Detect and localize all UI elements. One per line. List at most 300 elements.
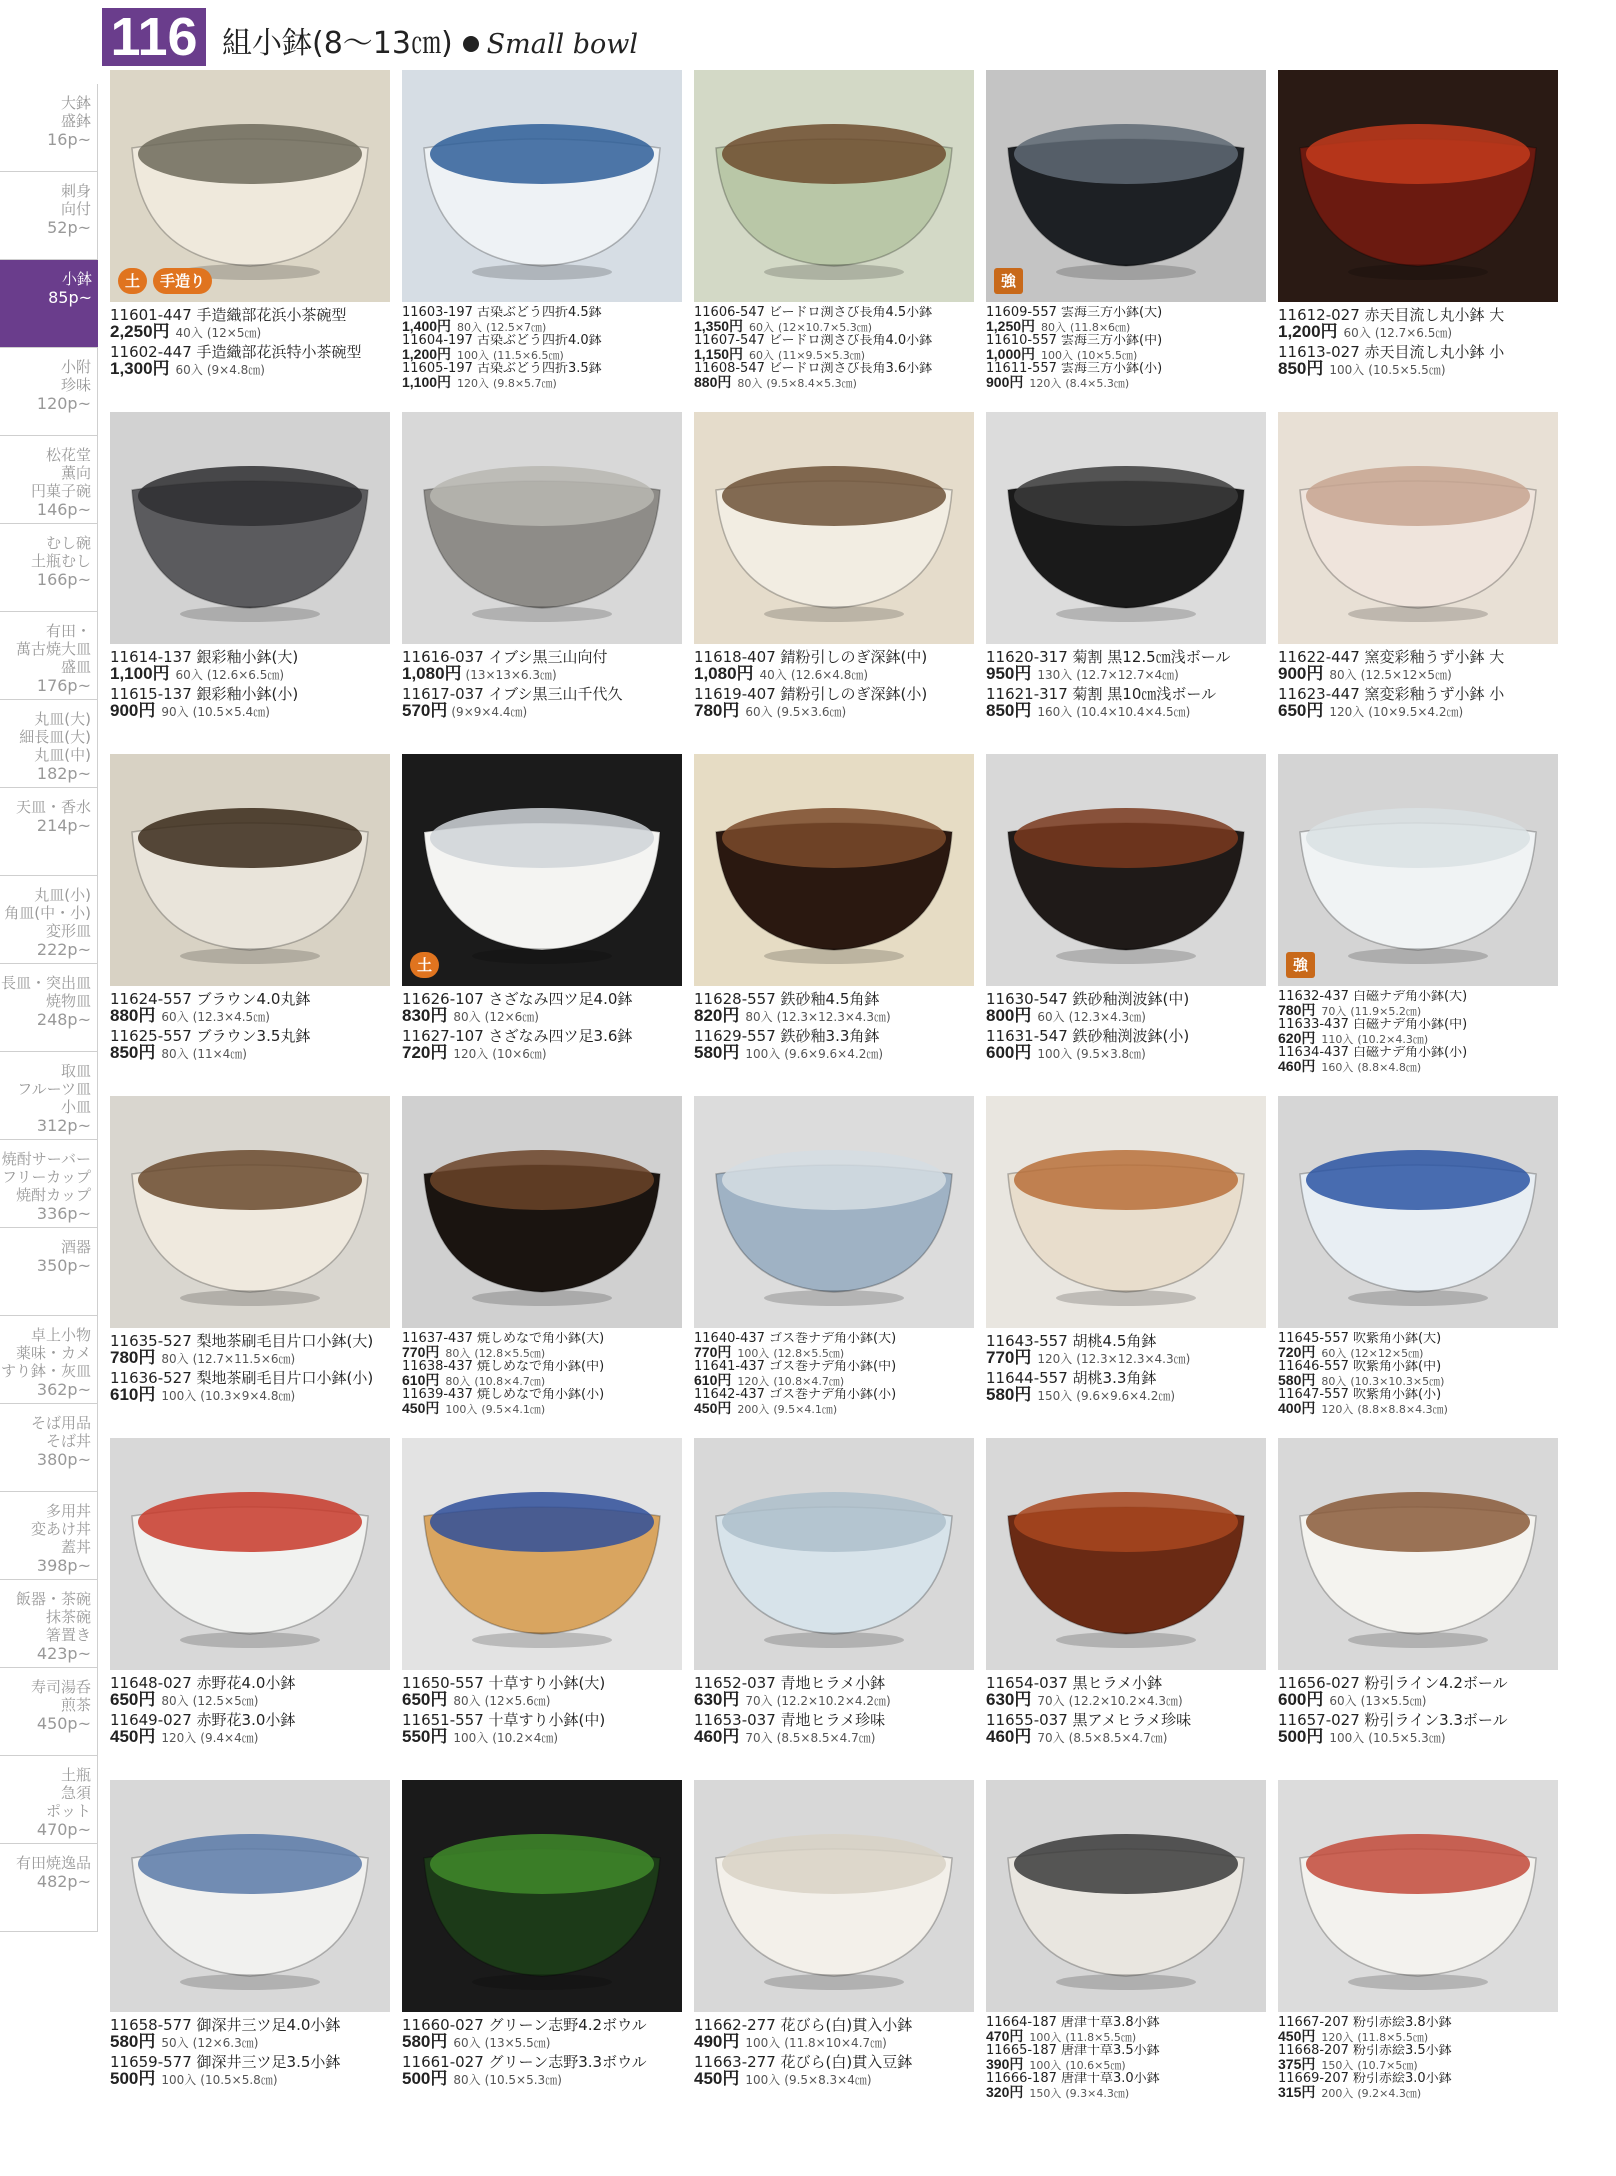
product-title: 古染ぶどう四折3.5鉢	[477, 362, 602, 376]
product-size: (8.8×4.8㎝)	[1357, 1061, 1422, 1074]
page-number: 116	[102, 8, 206, 66]
product-price: 900円	[986, 374, 1024, 390]
product-size: (10.4×10.4×4.5㎝)	[1076, 705, 1191, 719]
price-line	[1278, 2086, 1568, 2100]
pack-quantity: 80入	[161, 1694, 189, 1708]
sidebar-item-6[interactable]	[0, 612, 98, 700]
product-size: (10.5×5.3㎝)	[484, 2073, 562, 2087]
product-title: イブシ黒三山向付	[488, 648, 608, 666]
price-line	[986, 1045, 1276, 1062]
product-size: (8.4×5.3㎝)	[1065, 377, 1130, 390]
sidebar-item-label: 卓上小物 薬味・カメ すり鉢・灰皿	[0, 1326, 91, 1380]
product-code: 11641-437	[694, 1360, 769, 1374]
product-item-list	[694, 1332, 984, 1416]
product-price: 600円	[1278, 1690, 1324, 1709]
product-item	[694, 1332, 984, 1360]
price-line	[694, 1346, 984, 1360]
bowl-photo-icon	[402, 1438, 682, 1670]
product-photo	[694, 412, 974, 644]
product-size: (10×5.5㎝)	[1077, 349, 1138, 362]
product-price: 650円	[110, 1690, 156, 1709]
product-size: (10.8×4.7㎝)	[773, 1375, 845, 1388]
bowl-photo-icon	[694, 1780, 974, 2012]
product-price: 500円	[110, 2069, 156, 2088]
product-code: 11603-197	[402, 306, 477, 320]
product-title: ビードロ渕さび長角4.0小鉢	[769, 334, 933, 348]
category-sidebar	[0, 84, 98, 1932]
product-title: 御深井三ツ足3.5小鉢	[196, 2053, 341, 2071]
product-name	[1278, 1388, 1568, 1402]
product-price: 630円	[986, 1690, 1032, 1709]
product-title: 赤野花4.0小鉢	[196, 1674, 296, 1692]
sidebar-item-label: 小鉢	[61, 270, 92, 288]
bowl-photo-icon	[1278, 754, 1558, 986]
price-line	[986, 376, 1276, 390]
pack-quantity: 80入	[453, 1694, 481, 1708]
price-line	[110, 361, 400, 378]
product-code: 11657-027	[1278, 1711, 1365, 1729]
product-title: 白磁ナデ角小鉢(大)	[1353, 990, 1468, 1004]
product-size: (12×6㎝)	[484, 1010, 539, 1024]
pack-quantity: 60入	[161, 1010, 189, 1024]
product-title: ビードロ渕さび長角3.6小鉢	[769, 362, 933, 376]
sidebar-item-11[interactable]	[0, 1052, 98, 1140]
product-name	[694, 1388, 984, 1402]
product-item-list	[986, 1674, 1276, 1748]
product-title: 銀彩釉小鉢(小)	[196, 685, 299, 703]
product-code: 11631-547	[986, 1027, 1073, 1045]
product-item	[402, 1360, 692, 1388]
pack-quantity: 100入	[457, 349, 490, 362]
product-size: (10.3×9×4.8㎝)	[200, 1389, 296, 1403]
product-item-list	[1278, 1332, 1568, 1416]
title-japanese: 組小鉢(8〜13㎝)	[222, 26, 453, 61]
price-line	[694, 666, 984, 683]
product-code: 11602-447	[110, 343, 197, 361]
bowl-photo-icon	[402, 754, 682, 986]
sidebar-item-page: 52p~	[47, 218, 91, 237]
product-item	[986, 648, 1276, 683]
product-title: 粉引赤絵3.5小鉢	[1353, 2044, 1452, 2058]
sidebar-item-18[interactable]	[0, 1668, 98, 1756]
product-price: 450円	[1278, 2028, 1316, 2044]
product-price: 320円	[986, 2084, 1024, 2100]
price-line	[402, 2071, 692, 2088]
product-size: (9.5×8.4×5.3㎝)	[766, 377, 857, 390]
badge-group	[1286, 952, 1315, 978]
pack-quantity: 200入	[737, 1403, 770, 1416]
price-line	[402, 1692, 692, 1709]
product-code: 11639-437	[402, 1388, 477, 1402]
bowl-photo-icon	[694, 1438, 974, 1670]
product-photo	[402, 1096, 682, 1328]
bowl-photo-icon	[694, 754, 974, 986]
product-price: 315円	[1278, 2084, 1316, 2100]
pack-quantity: 80入	[1329, 668, 1357, 682]
page-title	[222, 18, 638, 62]
bowl-photo-icon	[1278, 1438, 1558, 1670]
product-price: 1,150円	[694, 346, 744, 362]
product-size: (12.3×4.5㎝)	[192, 1010, 270, 1024]
sidebar-item-2[interactable]	[0, 260, 98, 348]
product-item	[110, 1027, 400, 1062]
product-code: 11607-547	[694, 334, 769, 348]
product-item-list	[402, 1332, 692, 1416]
sidebar-item-page: 336p~	[36, 1204, 91, 1223]
product-item	[694, 362, 984, 390]
product-title: 窯変彩釉うず小鉢 大	[1364, 648, 1505, 666]
product-size: (9.5×3.6㎝)	[776, 705, 847, 719]
product-code: 11644-557	[986, 1369, 1073, 1387]
bowl-photo-icon	[1278, 1096, 1558, 1328]
pack-quantity: 80入	[453, 2073, 481, 2087]
product-size: (12.8×5.5㎝)	[474, 1347, 546, 1360]
product-size: (9.6×9.6×4.2㎝)	[784, 1047, 884, 1061]
product-item	[986, 362, 1276, 390]
product-title: 花びら(白)貫入小鉢	[780, 2016, 913, 2034]
product-item	[402, 990, 692, 1025]
sidebar-item-15[interactable]	[0, 1404, 98, 1492]
product-name	[986, 2016, 1276, 2030]
product-title: 吹紫角小鉢(小)	[1353, 1388, 1442, 1402]
product-code: 11616-037	[402, 648, 489, 666]
product-photo	[1278, 70, 1558, 302]
product-code: 11622-447	[1278, 648, 1365, 666]
sidebar-item-page: 166p~	[36, 570, 91, 589]
pack-quantity: 100入	[161, 1389, 197, 1403]
price-line	[1278, 1374, 1568, 1388]
price-line	[402, 1045, 692, 1062]
sidebar-item-page: 222p~	[36, 940, 91, 959]
product-item	[110, 990, 400, 1025]
sidebar-item-12[interactable]	[0, 1140, 98, 1228]
product-name	[402, 1388, 692, 1402]
sidebar-item-label: 丸皿(小) 角皿(中・小) 変形皿	[4, 886, 91, 940]
product-price: 580円	[402, 2032, 448, 2051]
product-item	[986, 2072, 1276, 2100]
product-item-list	[402, 990, 692, 1064]
price-line	[694, 2071, 984, 2088]
sidebar-item-label: 小附 珍味	[60, 358, 91, 394]
product-title: 錆粉引しのぎ深鉢(中)	[780, 648, 928, 666]
product-price: 400円	[1278, 1400, 1316, 1416]
product-code: 11628-557	[694, 990, 781, 1008]
pack-quantity: 100入	[1037, 1047, 1073, 1061]
product-price: 850円	[986, 701, 1032, 720]
product-item	[694, 1388, 984, 1416]
product-title: さざなみ四ツ足4.0鉢	[488, 990, 633, 1008]
product-title: 菊割 黒10㎝浅ボール	[1072, 685, 1217, 703]
product-title: 銀彩釉小鉢(大)	[196, 648, 299, 666]
product-price: 1,000円	[986, 346, 1036, 362]
price-line	[402, 320, 692, 334]
product-title: 青地ヒラメ珍味	[780, 1711, 886, 1729]
product-code: 11665-187	[986, 2044, 1061, 2058]
product-size: (10.5×5.4㎝)	[192, 705, 270, 719]
product-size: (9.5×3.8㎝)	[1076, 1047, 1146, 1061]
sidebar-item-3[interactable]	[0, 348, 98, 436]
product-price: 950円	[986, 664, 1032, 683]
product-size: (11.8×10×4.7㎝)	[784, 2036, 887, 2050]
title-english: Small bowl	[486, 29, 639, 60]
product-price: 1,200円	[402, 346, 452, 362]
sidebar-item-5[interactable]	[0, 524, 98, 612]
price-line	[986, 348, 1276, 362]
product-size: (10.5×5.8㎝)	[200, 2073, 278, 2087]
product-title: グリーン志野3.3ボウル	[488, 2053, 647, 2071]
product-size: (12.7×12.7×4㎝)	[1076, 668, 1179, 682]
product-title: 焼しめなで角小鉢(小)	[477, 1388, 605, 1402]
product-price: 850円	[1278, 359, 1324, 378]
price-line	[986, 1729, 1276, 1746]
product-code: 11636-527	[110, 1369, 197, 1387]
bowl-photo-icon	[986, 1096, 1266, 1328]
product-item	[694, 1360, 984, 1388]
product-item-list	[110, 990, 400, 1064]
product-item	[1278, 1674, 1568, 1709]
sidebar-item-page: 16p~	[47, 130, 91, 149]
sidebar-item-page: 120p~	[36, 394, 91, 413]
pack-quantity: 70入	[745, 1731, 773, 1745]
product-title: 焼しめなで角小鉢(中)	[477, 1360, 605, 1374]
product-item	[986, 306, 1276, 334]
pack-quantity: 120入	[453, 1047, 489, 1061]
price-line	[986, 1692, 1276, 1709]
pack-quantity: 70入	[1037, 1731, 1065, 1745]
product-name	[986, 2044, 1276, 2058]
product-item	[694, 648, 984, 683]
product-price: 880円	[694, 374, 732, 390]
product-title: 赤天目流し丸小鉢 小	[1364, 343, 1505, 361]
sidebar-item-14[interactable]	[0, 1316, 98, 1404]
product-photo	[986, 70, 1266, 302]
pack-quantity: 120入	[457, 377, 490, 390]
product-item	[402, 2053, 692, 2088]
product-item	[986, 990, 1276, 1025]
product-photo	[402, 754, 682, 986]
product-code: 11661-027	[402, 2053, 489, 2071]
sidebar-item-page: 176p~	[36, 676, 91, 695]
product-code: 11615-137	[110, 685, 197, 703]
product-code: 11640-437	[694, 1332, 769, 1346]
product-item-list	[694, 306, 984, 390]
sidebar-item-page: 470p~	[36, 1820, 91, 1839]
sidebar-item-0[interactable]	[0, 84, 98, 172]
product-price: 570円	[402, 701, 448, 720]
sidebar-item-label: 有田・ 萬古焼大皿 盛皿	[15, 622, 91, 676]
price-line	[694, 348, 984, 362]
sidebar-item-page: 146p~	[36, 500, 91, 519]
product-code: 11626-107	[402, 990, 489, 1008]
product-item	[1278, 306, 1568, 341]
product-size: (11.8×5.5㎝)	[1065, 2031, 1137, 2044]
pack-quantity: 100入	[737, 1347, 770, 1360]
price-line	[1278, 666, 1568, 683]
product-code: 11620-317	[986, 648, 1073, 666]
product-code: 11662-277	[694, 2016, 781, 2034]
product-title: イブシ黒三山千代久	[488, 685, 623, 703]
product-size: (9.8×5.7㎝)	[493, 377, 557, 390]
product-item	[402, 1027, 692, 1062]
price-line	[694, 2034, 984, 2051]
pack-quantity: 60入	[1343, 326, 1371, 340]
product-code: 11659-577	[110, 2053, 197, 2071]
product-item	[402, 1388, 692, 1416]
product-title: 十草すり小鉢(大)	[488, 1674, 606, 1692]
sidebar-item-4[interactable]	[0, 436, 98, 524]
product-item-list	[986, 990, 1276, 1064]
product-badge: 土	[118, 268, 147, 294]
product-code: 11669-207	[1278, 2072, 1353, 2086]
product-item-list	[694, 648, 984, 722]
product-size: (9×9×4.4㎝)	[451, 705, 528, 719]
sidebar-item-page: 350p~	[36, 1256, 91, 1275]
sidebar-item-8[interactable]	[0, 788, 98, 876]
product-size: (12.2×10.2×4.2㎝)	[776, 1694, 891, 1708]
product-item	[1278, 2016, 1568, 2044]
product-title: 鉄砂釉3.3角鉢	[780, 1027, 880, 1045]
pack-quantity: 120入	[1029, 377, 1062, 390]
product-item	[110, 2053, 400, 2088]
sidebar-item-17[interactable]	[0, 1580, 98, 1668]
product-price: 620円	[1278, 1030, 1316, 1046]
sidebar-item-7[interactable]	[0, 700, 98, 788]
product-size: (12×12×5㎝)	[1350, 1347, 1424, 1360]
product-item	[402, 2016, 692, 2051]
sidebar-item-label: 土瓶 急須 ポット	[45, 1766, 91, 1820]
product-item	[1278, 648, 1568, 683]
product-item	[694, 1711, 984, 1746]
product-code: 11627-107	[402, 1027, 489, 1045]
product-item	[986, 1027, 1276, 1062]
pack-quantity: 80入	[445, 1375, 471, 1388]
bowl-photo-icon	[986, 754, 1266, 986]
product-size: (11×9.5×5.3㎝)	[778, 349, 866, 362]
product-item-list	[402, 648, 692, 722]
price-line	[110, 1045, 400, 1062]
product-code: 11650-557	[402, 1674, 489, 1692]
sidebar-item-1[interactable]	[0, 172, 98, 260]
price-line	[110, 1729, 400, 1746]
sidebar-item-10[interactable]	[0, 964, 98, 1052]
price-line	[694, 376, 984, 390]
product-title: ゴス巻ナデ角小鉢(小)	[769, 1388, 897, 1402]
product-photo	[110, 754, 390, 986]
price-line	[110, 1350, 400, 1367]
product-price: 580円	[110, 2032, 156, 2051]
sidebar-item-20[interactable]	[0, 1844, 98, 1932]
product-photo	[402, 1780, 682, 2012]
pack-quantity: 100入	[453, 1731, 489, 1745]
product-photo	[694, 1438, 974, 1670]
product-size: (13×5.5㎝)	[1360, 1694, 1427, 1708]
price-line	[986, 666, 1276, 683]
product-size: (9.4×4㎝)	[200, 1731, 259, 1745]
product-photo	[1278, 1438, 1558, 1670]
product-code: 11649-027	[110, 1711, 197, 1729]
product-price: 830円	[402, 1006, 448, 1025]
product-item-list	[986, 306, 1276, 390]
product-size: (12.3×12.3×4.3㎝)	[1076, 1352, 1191, 1366]
product-code: 11638-437	[402, 1360, 477, 1374]
product-code: 11664-187	[986, 2016, 1061, 2030]
product-price: 580円	[986, 1385, 1032, 1404]
pack-quantity: 60入	[175, 668, 203, 682]
price-line	[110, 1692, 400, 1709]
price-line	[110, 1387, 400, 1404]
product-size: (9.5×4.1㎝)	[773, 1403, 838, 1416]
price-line	[694, 1402, 984, 1416]
product-photo	[986, 1438, 1266, 1670]
product-item	[110, 685, 400, 720]
product-price: 1,300円	[110, 359, 170, 378]
product-name	[1278, 990, 1568, 1004]
sidebar-item-9[interactable]	[0, 876, 98, 964]
bowl-photo-icon	[402, 70, 682, 302]
pack-quantity: 80入	[457, 321, 483, 334]
product-photo	[110, 70, 390, 302]
product-price: 460円	[694, 1727, 740, 1746]
product-name	[694, 1332, 984, 1346]
product-title: 黒ヒラメ小鉢	[1072, 1674, 1163, 1692]
product-badge: 強	[1286, 952, 1315, 978]
product-item	[1278, 1018, 1568, 1046]
product-size: (11×4㎝)	[192, 1047, 247, 1061]
product-item	[402, 334, 692, 362]
product-title: 古染ぶどう四折4.5鉢	[477, 306, 602, 320]
sidebar-item-13[interactable]	[0, 1228, 98, 1316]
sidebar-item-19[interactable]	[0, 1756, 98, 1844]
price-line	[694, 1008, 984, 1025]
pack-quantity: 130入	[1037, 668, 1073, 682]
product-title: 青地ヒラメ小鉢	[780, 1674, 886, 1692]
product-item	[402, 306, 692, 334]
product-item	[694, 2016, 984, 2051]
product-price: 770円	[694, 1344, 732, 1360]
product-photo	[986, 412, 1266, 644]
product-size: (12.6×4.8㎝)	[790, 668, 869, 682]
product-price: 460円	[1278, 1058, 1316, 1074]
product-code: 11618-407	[694, 648, 781, 666]
pack-quantity: 70入	[1321, 1005, 1347, 1018]
product-title: 古染ぶどう四折4.0鉢	[477, 334, 602, 348]
pack-quantity: 120入	[161, 1731, 197, 1745]
product-code: 11601-447	[110, 306, 197, 324]
bowl-photo-icon	[694, 70, 974, 302]
sidebar-item-label: そば用品 そば丼	[30, 1414, 91, 1450]
sidebar-item-label: 刺身 向付	[60, 182, 91, 218]
product-name	[694, 362, 984, 376]
product-title: 粉引赤絵3.8小鉢	[1353, 2016, 1452, 2030]
product-item	[694, 1674, 984, 1709]
product-size: (11.8×5.5㎝)	[1357, 2031, 1429, 2044]
product-item-list	[402, 306, 692, 390]
product-price: 780円	[1278, 1002, 1316, 1018]
pack-quantity: 100入	[745, 2073, 781, 2087]
price-line	[986, 703, 1276, 720]
sidebar-item-16[interactable]	[0, 1492, 98, 1580]
product-price: 450円	[694, 1400, 732, 1416]
product-item-list	[986, 648, 1276, 722]
product-title: グリーン志野4.2ボウル	[488, 2016, 647, 2034]
product-price: 460円	[986, 1727, 1032, 1746]
pack-quantity: 160入	[1321, 1061, 1354, 1074]
pack-quantity: 150入	[1321, 2059, 1354, 2072]
product-item	[1278, 1388, 1568, 1416]
price-line	[110, 666, 400, 683]
product-size: (10.3×10.3×5㎝)	[1350, 1375, 1445, 1388]
pack-quantity: 80入	[161, 1352, 189, 1366]
